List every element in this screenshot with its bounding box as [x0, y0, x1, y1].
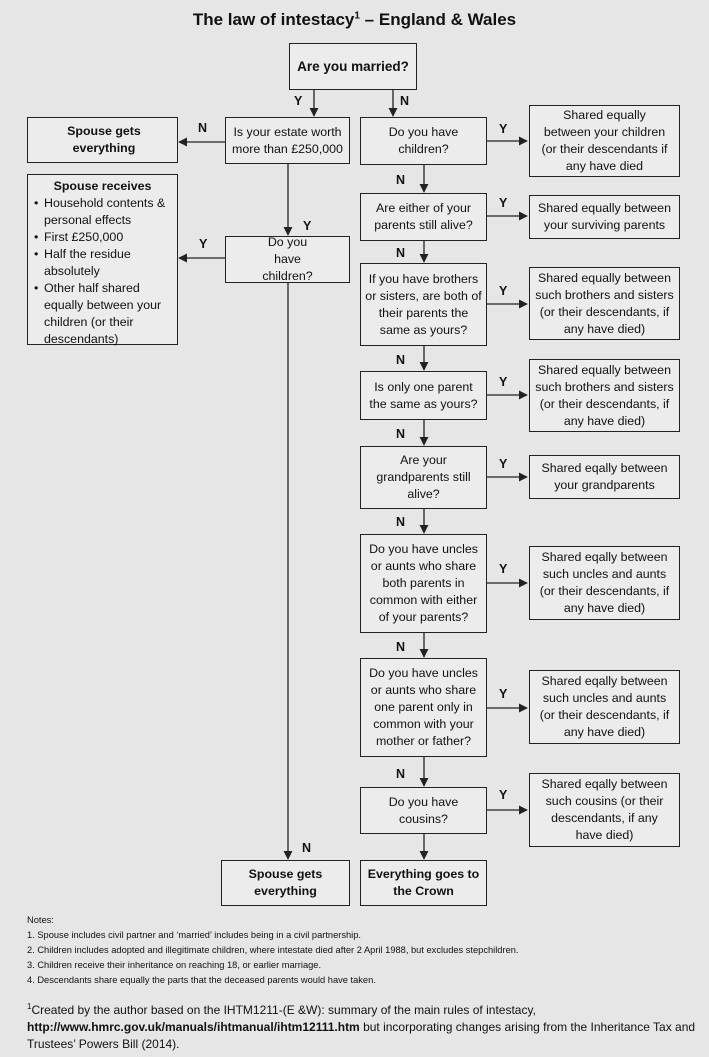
- no-label: N: [302, 841, 312, 855]
- uncles-one-question: Do you have uncles or aunts who share one parent only in common with your mother or father?: [360, 658, 487, 757]
- spouse-receives-heading: Spouse receives: [53, 179, 152, 193]
- children-question: Do you have children?: [360, 117, 487, 165]
- no-label: N: [396, 515, 406, 529]
- notes-section: [27, 913, 519, 988]
- cousins-question: Do you have cousins?: [360, 787, 487, 834]
- spouse-receives-item: • Household contents & personal effects: [34, 195, 171, 229]
- note-item: 3. Children receive their inheritance on reaching 18, or earlier marriage.: [27, 960, 322, 970]
- note-item: 2. Children includes adopted and illegitimate children, where intestate died after 2 April 1988, but excludes stepchildren.: [27, 945, 519, 955]
- yes-label: Y: [499, 375, 508, 389]
- married-question: Are you married?: [289, 43, 417, 90]
- source-link[interactable]: http://www.hmrc.gov.uk/manuals/ihtmanual/ihtm12111.htm: [27, 1020, 360, 1034]
- no-label: N: [396, 173, 406, 187]
- shared-uncles-one-box: Shared eqally between such uncles and aunts (or their descendants, if any have died): [529, 670, 680, 744]
- yes-label: Y: [303, 219, 312, 233]
- shared-children-box: Shared equally between your children (or their descendants if any have died: [529, 105, 680, 177]
- yes-label: Y: [294, 94, 303, 108]
- yes-label: Y: [499, 196, 508, 210]
- parents-question: Are either of your parents still alive?: [360, 193, 487, 241]
- yes-label: Y: [499, 788, 508, 802]
- grandparents-question: Are your grandparents still alive?: [360, 446, 487, 509]
- siblings-both-question: If you have brothers or sisters, are both of their parents the same as yours?: [360, 263, 487, 346]
- yes-label: Y: [199, 237, 208, 251]
- estate-worth-question: Is your estate worth more than £250,000: [225, 117, 350, 164]
- no-label: N: [396, 640, 406, 654]
- note-item: 4. Descendants share equally the parts that the deceased parents would have taken.: [27, 975, 376, 985]
- no-label: N: [396, 246, 406, 260]
- shared-siblings-both-box: Shared equally between such brothers and sisters (or their descendants, if any have died): [529, 267, 680, 340]
- shared-siblings-one-box: Shared equally between such brothers and sisters (or their descendants, if any have died): [529, 359, 680, 432]
- spouse-receives-item: • Other half shared equally between your children (or their descendants): [34, 280, 171, 348]
- uncles-both-question: Do you have uncles or aunts who share both parents in common with either of your parents?: [360, 534, 487, 633]
- no-label: N: [396, 427, 406, 441]
- yes-label: Y: [499, 284, 508, 298]
- siblings-one-question: Is only one parent the same as yours?: [360, 371, 487, 420]
- diagram-title: The law of intestacy$^1$ – England & Wales: [192, 10, 517, 29]
- no-label: N: [396, 353, 406, 367]
- yes-label: Y: [499, 562, 508, 576]
- yes-label: Y: [499, 687, 508, 701]
- note-item: 1. Spouse includes civil partner and ‘married’ includes being in a civil partnership.: [27, 930, 362, 940]
- spouse-gets-everything-box: Spouse gets everything: [27, 117, 178, 163]
- footnote-marker: 1: [27, 1002, 32, 1011]
- shared-uncles-both-box: Shared eqally between such uncles and aunts (or their descendants, if any have died): [529, 546, 680, 620]
- children-question-spouse: Do you have children?: [225, 236, 350, 283]
- spouse-receives-item: • Half the residue absolutely: [34, 246, 171, 280]
- shared-parents-box: Shared equally between your surviving parents: [529, 195, 680, 239]
- crown-box: Everything goes to the Crown: [360, 860, 487, 906]
- no-label: N: [400, 94, 410, 108]
- spouse-receives-box: [27, 174, 178, 345]
- spouse-gets-everything-bottom: Spouse gets everything: [221, 860, 350, 906]
- yes-label: Y: [499, 457, 508, 471]
- shared-grandparents-box: Shared eqally between your grandparents: [529, 455, 680, 499]
- shared-cousins-box: Shared eqally between such cousins (or their descendants, if any have died): [529, 773, 680, 847]
- notes-heading: Notes:: [27, 915, 54, 925]
- no-label: N: [396, 767, 406, 781]
- footnote: $^1$Created by the author based on the IHTM1211-(E &W): summary of the main rules of intestacy, http://www.hmrc.gov.uk/manuals/ihtmanual/ihtm12111.htm but incorporating changes arising from the Inheritance Tax and Trustees’ Powers Bill (2014).: [27, 1002, 696, 1051]
- spouse-receives-item: • First £250,000: [34, 229, 171, 246]
- yes-label: Y: [499, 122, 508, 136]
- no-label: N: [198, 121, 208, 135]
